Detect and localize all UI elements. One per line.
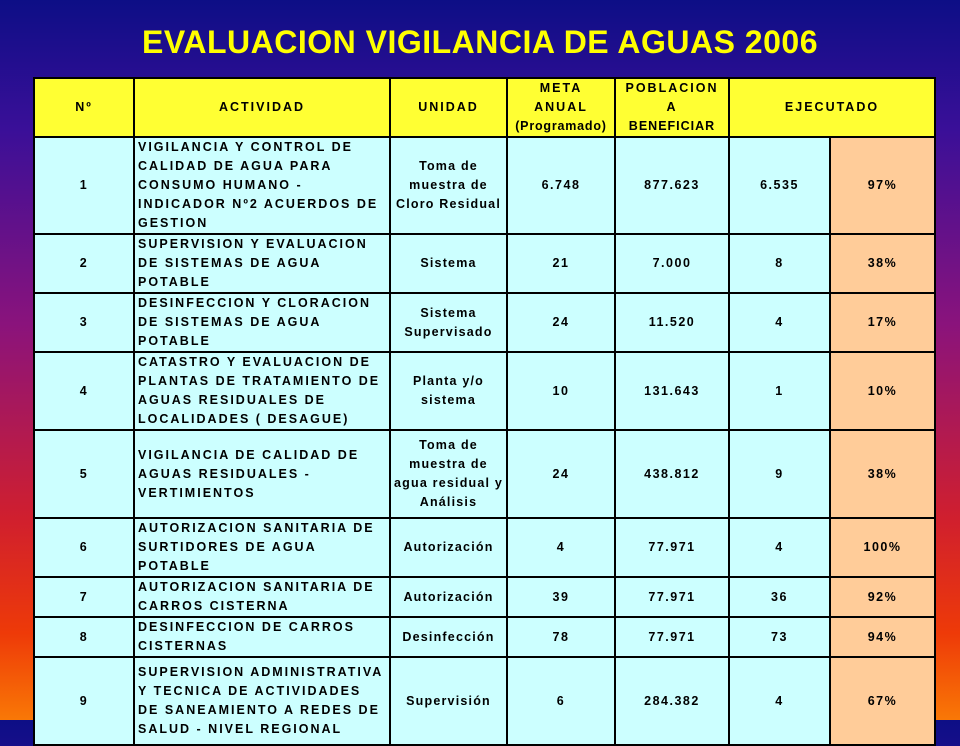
cell-n: 4 [34, 352, 134, 430]
table-row [34, 518, 935, 577]
cell-ejecutado: 73 [729, 617, 830, 657]
cell-actividad: SUPERVISION Y EVALUACION DE SISTEMAS DE AGUA POTABLE [134, 234, 390, 293]
cell-n: 8 [34, 617, 134, 657]
cell-unidad: Autorización [390, 577, 507, 617]
cell-n: 7 [34, 577, 134, 617]
cell-poblacion: 438.812 [615, 430, 729, 518]
cell-actividad: VIGILANCIA DE CALIDAD DE AGUAS RESIDUALES - VERTIMIENTOS [134, 430, 390, 518]
cell-unidad: Sistema Supervisado [390, 293, 507, 352]
cell-ejecutado: 4 [729, 518, 830, 577]
cell-n: 2 [34, 234, 134, 293]
header-meta-line1: META [539, 81, 583, 95]
cell-actividad: DESINFECCION Y CLORACION DE SISTEMAS DE AGUA POTABLE [134, 293, 390, 352]
cell-porcentaje: 97% [830, 137, 935, 234]
cell-actividad: SUPERVISION ADMINISTRATIVA Y TECNICA DE ACTIVIDADES DE SANEAMIENTO A REDES DE SALUD - NIVEL REGIONAL [134, 657, 390, 745]
header-row [34, 78, 935, 137]
cell-poblacion: 77.971 [615, 518, 729, 577]
header-meta-line3: (Programado) [515, 119, 607, 133]
cell-unidad: Supervisión [390, 657, 507, 745]
header-ejecutado: EJECUTADO [729, 78, 935, 137]
cell-n: 9 [34, 657, 134, 745]
cell-poblacion: 284.382 [615, 657, 729, 745]
table-row [34, 234, 935, 293]
cell-poblacion: 7.000 [615, 234, 729, 293]
header-unidad: UNIDAD [390, 78, 507, 137]
cell-n: 3 [34, 293, 134, 352]
cell-meta: 4 [507, 518, 615, 577]
table-row [34, 137, 935, 234]
cell-porcentaje: 38% [830, 430, 935, 518]
cell-meta: 10 [507, 352, 615, 430]
cell-actividad: AUTORIZACION SANITARIA DE SURTIDORES DE AGUA POTABLE [134, 518, 390, 577]
table-row [34, 617, 935, 657]
cell-actividad: VIGILANCIA Y CONTROL DE CALIDAD DE AGUA PARA CONSUMO HUMANO - INDICADOR Nº2 ACUERDOS DE GESTION [134, 137, 390, 234]
cell-meta: 21 [507, 234, 615, 293]
table-row [34, 657, 935, 745]
cell-meta: 24 [507, 293, 615, 352]
cell-unidad: Planta y/o sistema [390, 352, 507, 430]
cell-porcentaje: 17% [830, 293, 935, 352]
cell-ejecutado: 6.535 [729, 137, 830, 234]
cell-actividad: CATASTRO Y EVALUACION DE PLANTAS DE TRATAMIENTO DE AGUAS RESIDUALES DE LOCALIDADES ( DESAGUE) [134, 352, 390, 430]
header-n: Nº [34, 78, 134, 137]
cell-porcentaje: 10% [830, 352, 935, 430]
cell-n: 5 [34, 430, 134, 518]
cell-porcentaje: 67% [830, 657, 935, 745]
header-poblacion-line2: A [666, 100, 678, 114]
cell-poblacion: 877.623 [615, 137, 729, 234]
cell-unidad: Autorización [390, 518, 507, 577]
cell-unidad: Toma de muestra de Cloro Residual [390, 137, 507, 234]
cell-porcentaje: 38% [830, 234, 935, 293]
cell-ejecutado: 9 [729, 430, 830, 518]
header-poblacion [615, 78, 729, 137]
cell-poblacion: 11.520 [615, 293, 729, 352]
page-title: EVALUACION VIGILANCIA DE AGUAS 2006 [142, 24, 818, 60]
header-poblacion-line3: BENEFICIAR [628, 119, 716, 133]
cell-poblacion: 77.971 [615, 577, 729, 617]
header-meta-line2: ANUAL [534, 100, 588, 114]
header-poblacion-line1: POBLACION [625, 81, 719, 95]
header-meta [507, 78, 615, 137]
cell-porcentaje: 100% [830, 518, 935, 577]
table-row [34, 577, 935, 617]
cell-ejecutado: 4 [729, 293, 830, 352]
cell-n: 6 [34, 518, 134, 577]
table-row [34, 430, 935, 518]
cell-ejecutado: 8 [729, 234, 830, 293]
cell-porcentaje: 92% [830, 577, 935, 617]
cell-meta: 6 [507, 657, 615, 745]
evaluation-table-container [33, 77, 934, 736]
cell-poblacion: 77.971 [615, 617, 729, 657]
cell-ejecutado: 1 [729, 352, 830, 430]
cell-poblacion: 131.643 [615, 352, 729, 430]
cell-actividad: AUTORIZACION SANITARIA DE CARROS CISTERNA [134, 577, 390, 617]
cell-actividad: DESINFECCION DE CARROS CISTERNAS [134, 617, 390, 657]
cell-ejecutado: 36 [729, 577, 830, 617]
header-actividad: ACTIVIDAD [134, 78, 390, 137]
cell-ejecutado: 4 [729, 657, 830, 745]
cell-porcentaje: 94% [830, 617, 935, 657]
cell-n: 1 [34, 137, 134, 234]
table-row [34, 293, 935, 352]
cell-unidad: Sistema [390, 234, 507, 293]
cell-unidad: Toma de muestra de agua residual y Análisis [390, 430, 507, 518]
table-row [34, 352, 935, 430]
cell-unidad: Desinfección [390, 617, 507, 657]
cell-meta: 78 [507, 617, 615, 657]
cell-meta: 39 [507, 577, 615, 617]
evaluation-table [33, 77, 936, 746]
cell-meta: 24 [507, 430, 615, 518]
cell-meta: 6.748 [507, 137, 615, 234]
